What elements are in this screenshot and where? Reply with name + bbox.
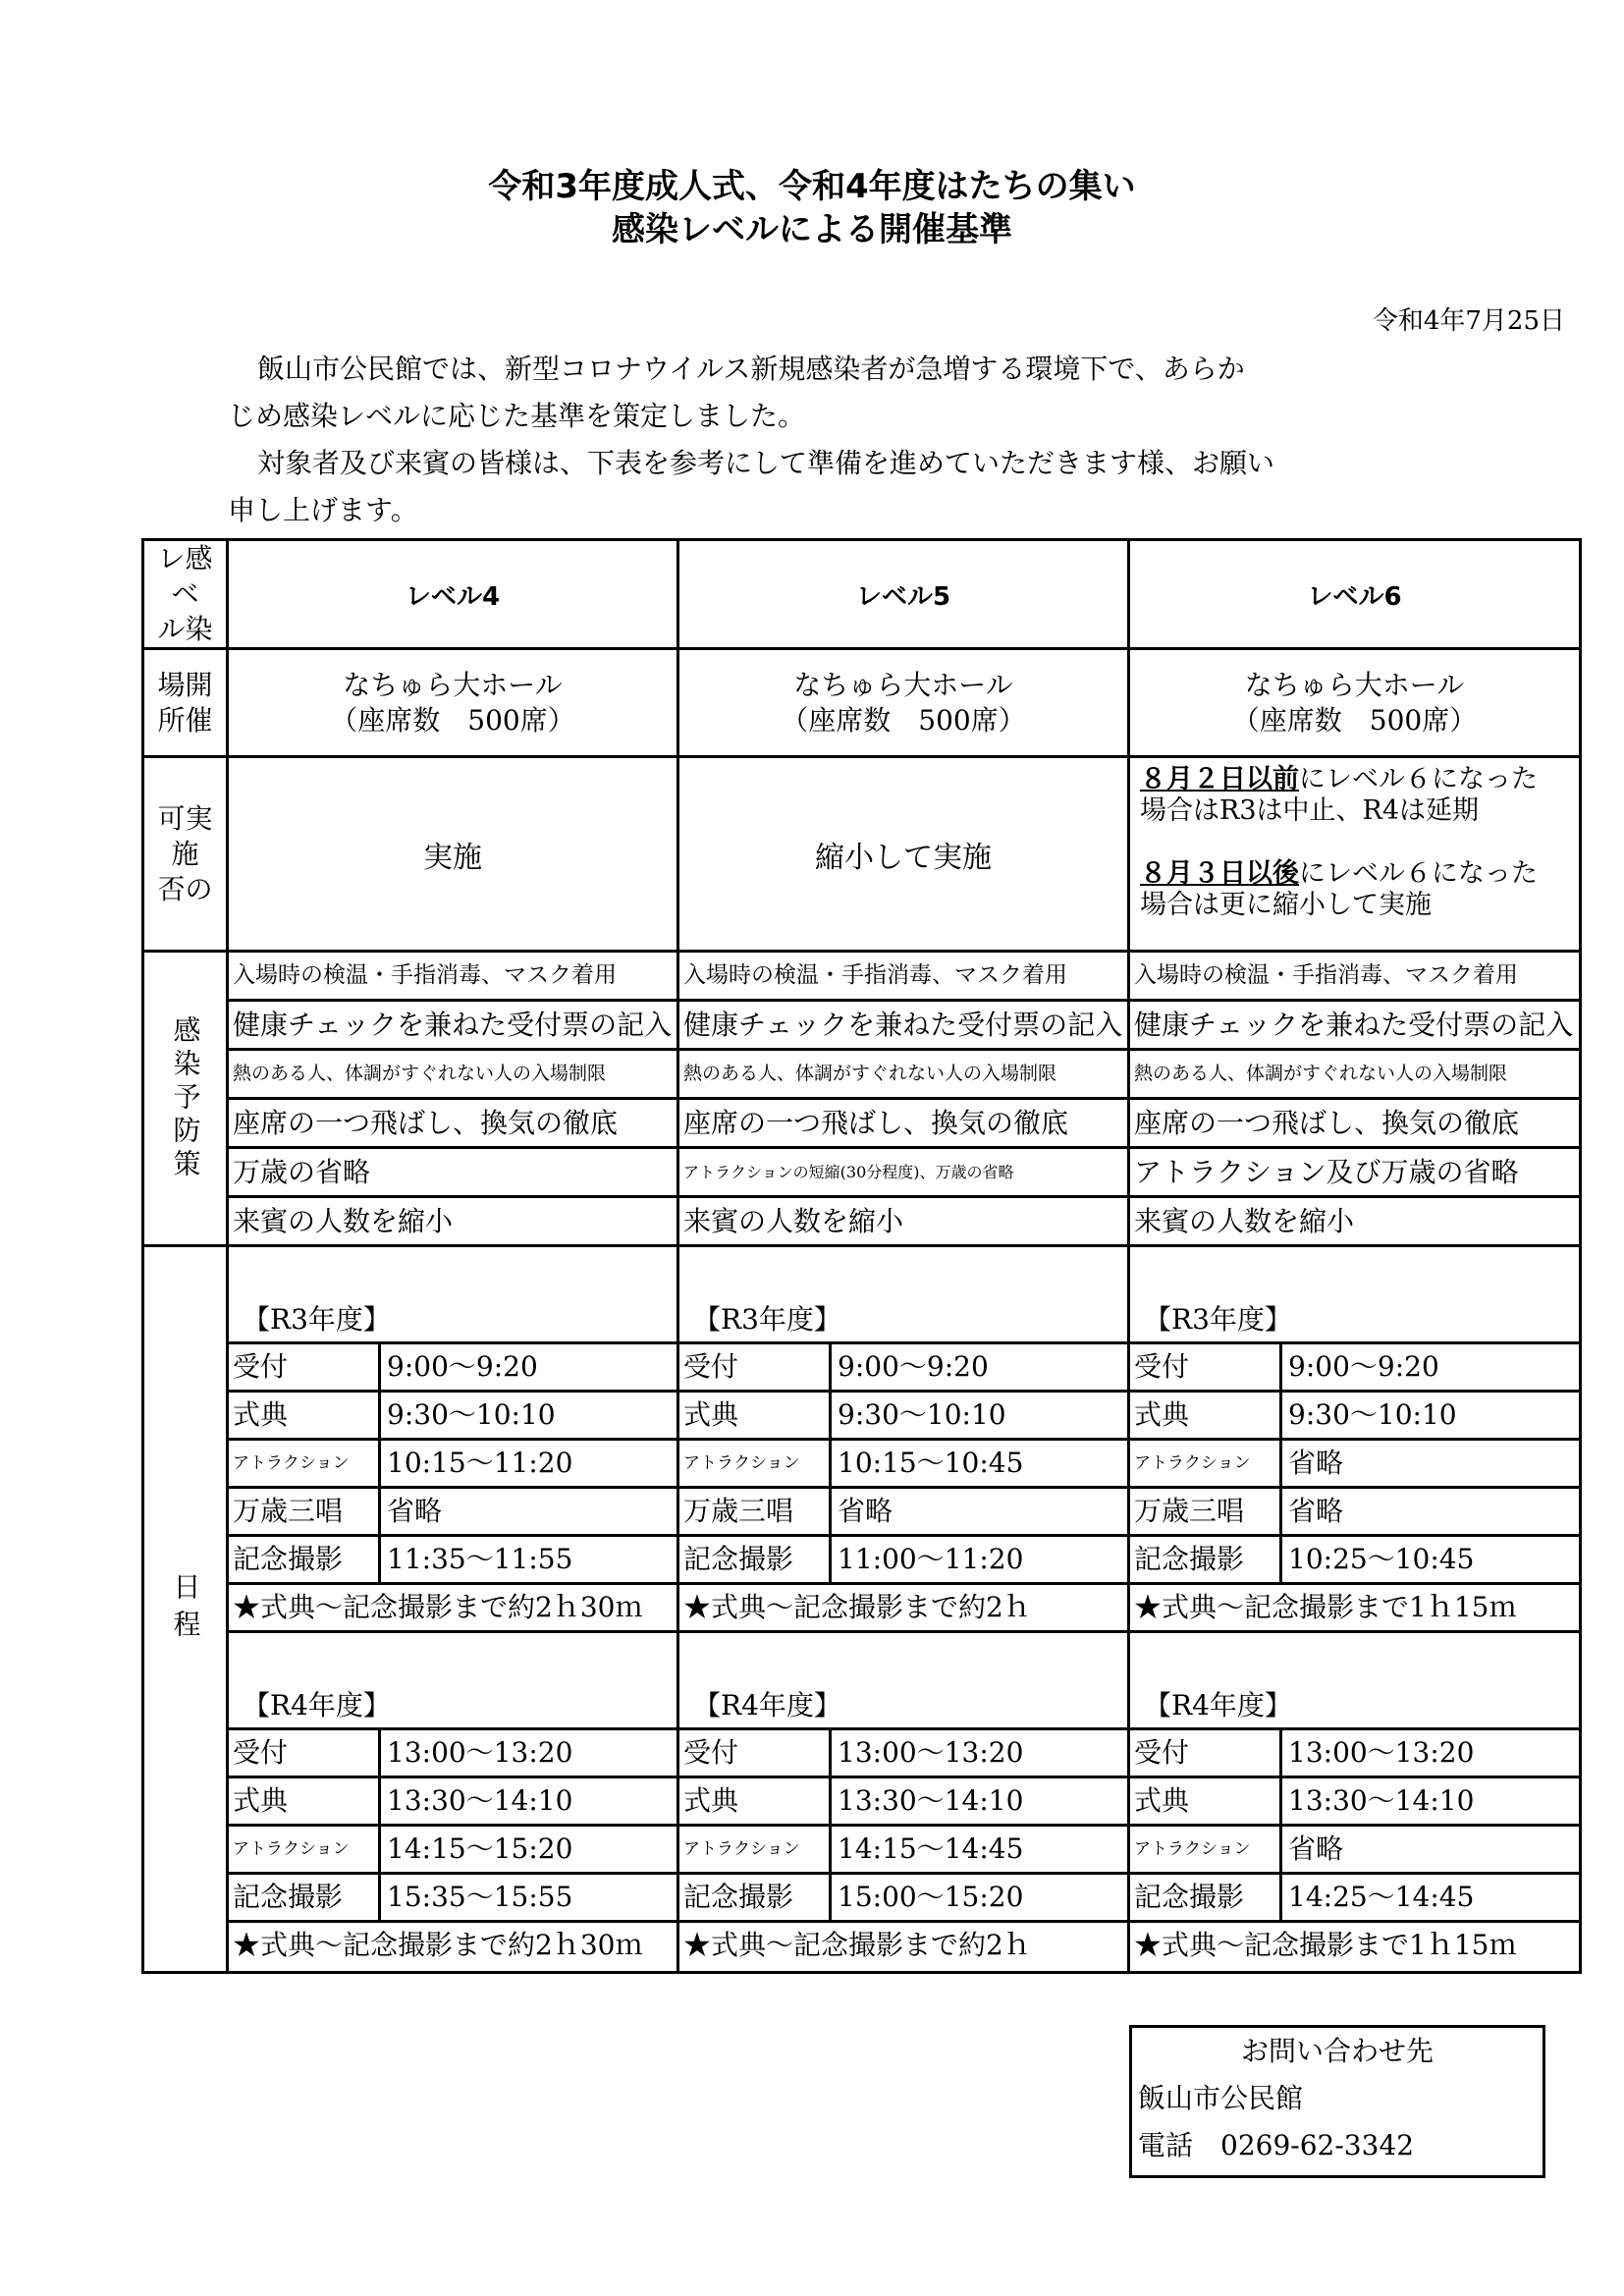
level-4-header: レベル4 [228,540,678,649]
r4-year-label: 【R4年度】 [229,1633,677,1730]
row-venue [143,649,1581,757]
measure-item: 座席の一つ飛ばし、換気の徹底 [679,1100,1127,1149]
schedule-row: 受付 9:00〜9:20 [679,1344,1127,1393]
schedule-total: ★式典〜記念撮影まで約2ｈ [683,1929,1031,1961]
schedule-row: 記念撮影 15:35〜15:55 [229,1875,677,1923]
schedule-row: 記念撮影 15:00〜15:20 [679,1875,1127,1923]
schedule-total: ★式典〜記念撮影まで約2ｈ [679,1585,1127,1633]
schedule-row: 受付 13:00〜13:20 [1130,1730,1579,1778]
schedule-row: アトラクション 14:15〜15:20 [229,1827,677,1875]
document-title [0,165,1624,251]
row-level [143,540,1581,649]
schedule-row: 記念撮影 10:25〜10:45 [1130,1537,1579,1585]
schedule-row: 万歳三唱 省略 [229,1489,677,1537]
schedule-row: アトラクション 省略 [1130,1827,1579,1875]
row-prevention [143,952,1581,1246]
venue-level-5: なちゅら大ホール （座席数 500席） [678,649,1129,757]
schedule-total: ★式典〜記念撮影まで1ｈ15ｍ [1130,1585,1579,1633]
r4-year-label: 【R4年度】 [1130,1633,1579,1730]
intro-p1-line1: 飯山市公民館では、新型コロナウイルス新規感染者が急増する環境下で、あらか [257,353,1245,385]
schedule-row: 式典 9:30〜10:10 [679,1393,1127,1441]
intro-p2-line2: 申し上げます。 [228,494,418,526]
header-venue: 場開 所催 [143,649,228,757]
measure-item: 熱のある人、体調がすぐれない人の入場制限 [229,1051,677,1100]
row-schedule [143,1246,1581,1973]
contact-title: お問い合わせ先 [1240,2035,1434,2067]
r3-year-label: 【R3年度】 [679,1247,1127,1344]
measure-item: 熱のある人、体調がすぐれない人の入場制限 [1130,1051,1579,1100]
title-line-1: 令和3年度成人式、令和4年度はたちの集い [488,167,1136,206]
schedule-level-5 [678,1246,1129,1973]
schedule-row: アトラクション 省略 [1130,1441,1579,1489]
schedule-row: アトラクション 14:15〜14:45 [679,1827,1127,1875]
schedule-row: 記念撮影 11:00〜11:20 [679,1537,1127,1585]
schedule-row: 式典 9:30〜10:10 [229,1393,677,1441]
measure-item: 来賓の人数を縮小 [683,1205,904,1237]
measure-item: 来賓の人数を縮小 [1134,1205,1355,1237]
schedule-row: 記念撮影 11:35〜11:55 [229,1537,677,1585]
schedule-total: ★式典〜記念撮影まで約2ｈ30ｍ [229,1585,677,1633]
r3-year-label: 【R3年度】 [1130,1247,1579,1344]
schedule-row: 式典 13:30〜14:10 [679,1778,1127,1827]
schedule-row: 万歳三唱 省略 [1130,1489,1579,1537]
measure-item: 健康チェックを兼ねた受付票の記入 [679,1002,1127,1051]
measure-item: アトラクションの短縮(30分程度)、万歳の省略 [679,1149,1127,1198]
venue-level-6: なちゅら大ホール （座席数 500席） [1129,649,1581,757]
venue-level-4: なちゅら大ホール （座席数 500席） [228,649,678,757]
measure-item: 万歳の省略 [229,1149,677,1198]
implementation-level-4: 実施 [228,757,678,952]
contact-phone: 電話 0269-62-3342 [1138,2129,1415,2161]
schedule-level-4 [228,1246,678,1973]
intro-text [228,346,1435,534]
schedule-row: 記念撮影 14:25〜14:45 [1130,1875,1579,1923]
contact-box [1129,2025,1545,2178]
row-implementation [143,757,1581,952]
implementation-level-6: ８月２日以前にレベル６になった 場合はR3は中止、R4は延期 ８月３日以後にレベル６になった 場合は更に縮小して実施 [1129,757,1581,952]
header-prevention: 感染予防策 [143,952,228,1246]
measure-item: 来賓の人数を縮小 [233,1205,454,1237]
criteria-table [141,538,1582,1974]
measure-item: 入場時の検温・手指消毒、マスク着用 [1130,953,1579,1002]
schedule-level-6 [1129,1246,1581,1973]
intro-p2-line1: 対象者及び来賓の皆様は、下表を参考にして準備を進めていただきます様、お願い [257,447,1275,479]
measure-item: 健康チェックを兼ねた受付票の記入 [1130,1002,1579,1051]
measure-item: 入場時の検温・手指消毒、マスク着用 [679,953,1127,1002]
schedule-row: 式典 13:30〜14:10 [1130,1778,1579,1827]
schedule-row: 式典 9:30〜10:10 [1130,1393,1579,1441]
measures-level-4 [228,952,678,1246]
level-5-header: レベル5 [678,540,1129,649]
title-line-2: 感染レベルによる開催基準 [612,210,1012,249]
implementation-level-5: 縮小して実施 [678,757,1129,952]
measure-item: 座席の一つ飛ばし、換気の徹底 [1130,1100,1579,1149]
schedule-row: 式典 13:30〜14:10 [229,1778,677,1827]
r3-year-label: 【R3年度】 [229,1247,677,1344]
measures-level-5 [678,952,1129,1246]
schedule-row: 受付 13:00〜13:20 [679,1730,1127,1778]
r4-year-label: 【R4年度】 [679,1633,1127,1730]
schedule-row: 受付 9:00〜9:20 [1130,1344,1579,1393]
schedule-total: ★式典〜記念撮影まで1ｈ15ｍ [1134,1929,1517,1961]
measure-item: 入場時の検温・手指消毒、マスク着用 [229,953,677,1002]
measure-item: 健康チェックを兼ねた受付票の記入 [229,1002,677,1051]
schedule-row: 受付 9:00〜9:20 [229,1344,677,1393]
schedule-row: アトラクション 10:15〜11:20 [229,1441,677,1489]
measures-level-6 [1129,952,1581,1246]
level-6-header: レベル6 [1129,540,1581,649]
header-schedule: 日程 [143,1246,228,1973]
header-implementation: 可実 施 否の [143,757,228,952]
issue-date: 令和4年7月25日 [1372,306,1565,336]
schedule-row: アトラクション 10:15〜10:45 [679,1441,1127,1489]
measure-item: 熱のある人、体調がすぐれない人の入場制限 [679,1051,1127,1100]
header-level: レ感 ベ ル染 [143,540,228,649]
measure-item: 座席の一つ飛ばし、換気の徹底 [229,1100,677,1149]
schedule-row: 受付 13:00〜13:20 [229,1730,677,1778]
contact-org: 飯山市公民館 [1138,2082,1304,2114]
schedule-row: 万歳三唱 省略 [679,1489,1127,1537]
intro-p1-line2: じめ感染レベルに応じた基準を策定しました。 [228,400,806,432]
measure-item: アトラクション及び万歳の省略 [1130,1149,1579,1198]
schedule-total: ★式典〜記念撮影まで約2ｈ30ｍ [233,1929,643,1961]
